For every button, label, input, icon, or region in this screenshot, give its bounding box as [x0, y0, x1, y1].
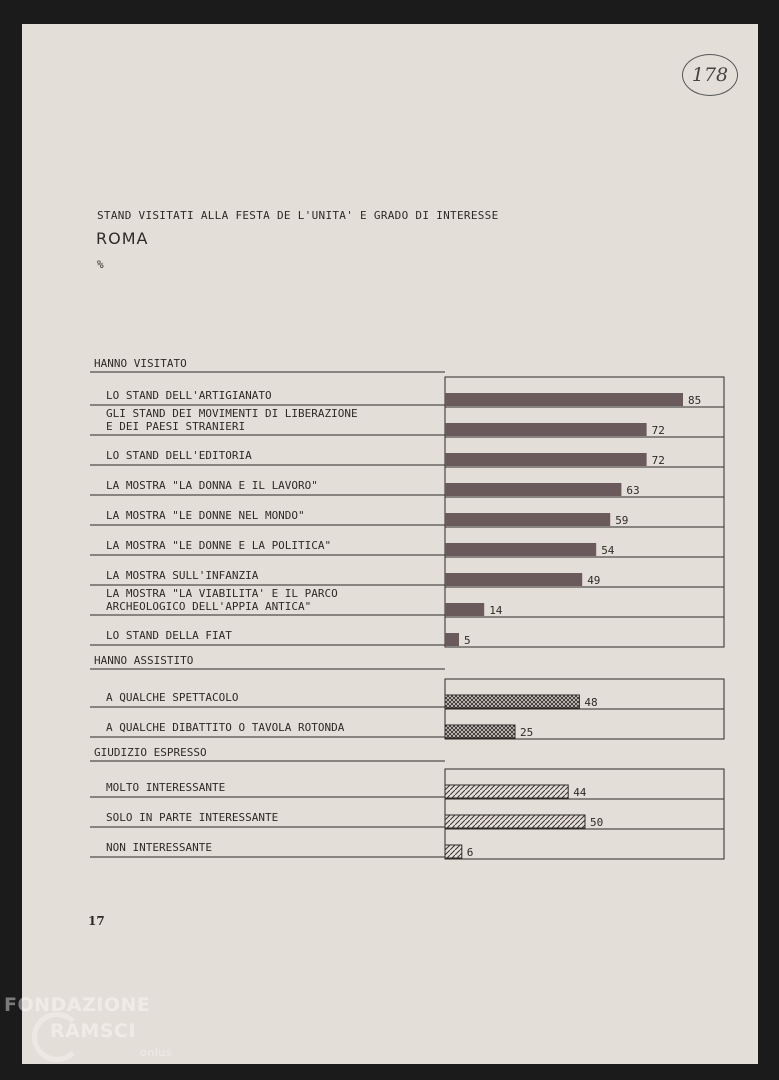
- section-heading: HANNO VISITATO: [94, 357, 187, 370]
- bar-value-label: 48: [584, 696, 598, 709]
- bar: [445, 453, 647, 466]
- row-label-line2: E DEI PAESI STRANIERI: [106, 420, 246, 433]
- section-heading: HANNO ASSISTITO: [94, 654, 194, 667]
- bar-value-label: 54: [601, 544, 615, 557]
- row-label: LA MOSTRA "LA DONNA E IL LAVORO": [106, 479, 318, 492]
- bar: [445, 573, 582, 586]
- bar: [445, 845, 462, 858]
- stamp-number: 178: [691, 64, 729, 86]
- row-label: LO STAND DELL'ARTIGIANATO: [106, 389, 272, 402]
- bar: [445, 423, 647, 436]
- bar: [445, 483, 621, 496]
- row-label-line1: GLI STAND DEI MOVIMENTI DI LIBERAZIONE: [106, 407, 358, 420]
- bar-value-label: 6: [466, 846, 474, 859]
- bar-value-label: 44: [573, 786, 587, 799]
- watermark-line2: RAMSCI: [50, 1020, 136, 1042]
- row-label: LA MOSTRA SULL'INFANZIA: [106, 569, 259, 582]
- section-frame: [445, 377, 724, 647]
- watermark-line1: FONDAZIONE: [4, 994, 151, 1016]
- bar-value-label: 63: [626, 484, 640, 497]
- bar: [445, 633, 459, 646]
- bar: [445, 815, 585, 828]
- chart-subtitle-city: ROMA: [96, 229, 149, 248]
- bar-value-label: 25: [520, 726, 534, 739]
- bar-value-label: 72: [651, 454, 665, 467]
- row-label: LO STAND DELLA FIAT: [106, 629, 232, 642]
- page-number: 17: [88, 914, 105, 928]
- bar: [445, 603, 484, 616]
- bar: [445, 785, 568, 798]
- row-label: LO STAND DELL'EDITORIA: [106, 449, 252, 462]
- unit-label: %: [97, 258, 104, 271]
- row-label: LA MOSTRA "LE DONNE E LA POLITICA": [106, 539, 332, 552]
- bar-value-label: 5: [464, 634, 471, 647]
- bar-value-label: 59: [615, 514, 629, 527]
- row-label: SOLO IN PARTE INTERESSANTE: [106, 811, 279, 824]
- row-label: NON INTERESSANTE: [106, 841, 212, 854]
- bar: [445, 513, 610, 526]
- row-label: A QUALCHE SPETTACOLO: [106, 691, 239, 704]
- bar-value-label: 49: [587, 574, 601, 587]
- row-label: LA MOSTRA "LE DONNE NEL MONDO": [106, 509, 305, 522]
- watermark-suffix: onlus: [140, 1046, 172, 1059]
- bar: [445, 725, 515, 738]
- bar-value-label: 14: [489, 604, 503, 617]
- section-heading: GIUDIZIO ESPRESSO: [94, 746, 207, 759]
- bar-value-label: 85: [688, 394, 702, 407]
- section-frame: [445, 769, 724, 859]
- bar: [445, 393, 683, 406]
- bar-value-label: 72: [651, 424, 665, 437]
- row-label-line2: ARCHEOLOGICO DELL'APPIA ANTICA": [106, 600, 312, 613]
- row-label: MOLTO INTERESSANTE: [106, 781, 226, 794]
- row-label-line1: LA MOSTRA "LA VIABILITA' E IL PARCO: [106, 587, 338, 600]
- fondazione-gramsci-watermark: [4, 994, 172, 1059]
- row-label: A QUALCHE DIBATTITO O TAVOLA ROTONDA: [106, 721, 345, 734]
- bar: [445, 543, 596, 556]
- chart-title: STAND VISITATI ALLA FESTA DE L'UNITA' E GRADO DI INTERESSE: [97, 209, 499, 222]
- bar-value-label: 50: [590, 816, 604, 829]
- bar: [445, 695, 579, 708]
